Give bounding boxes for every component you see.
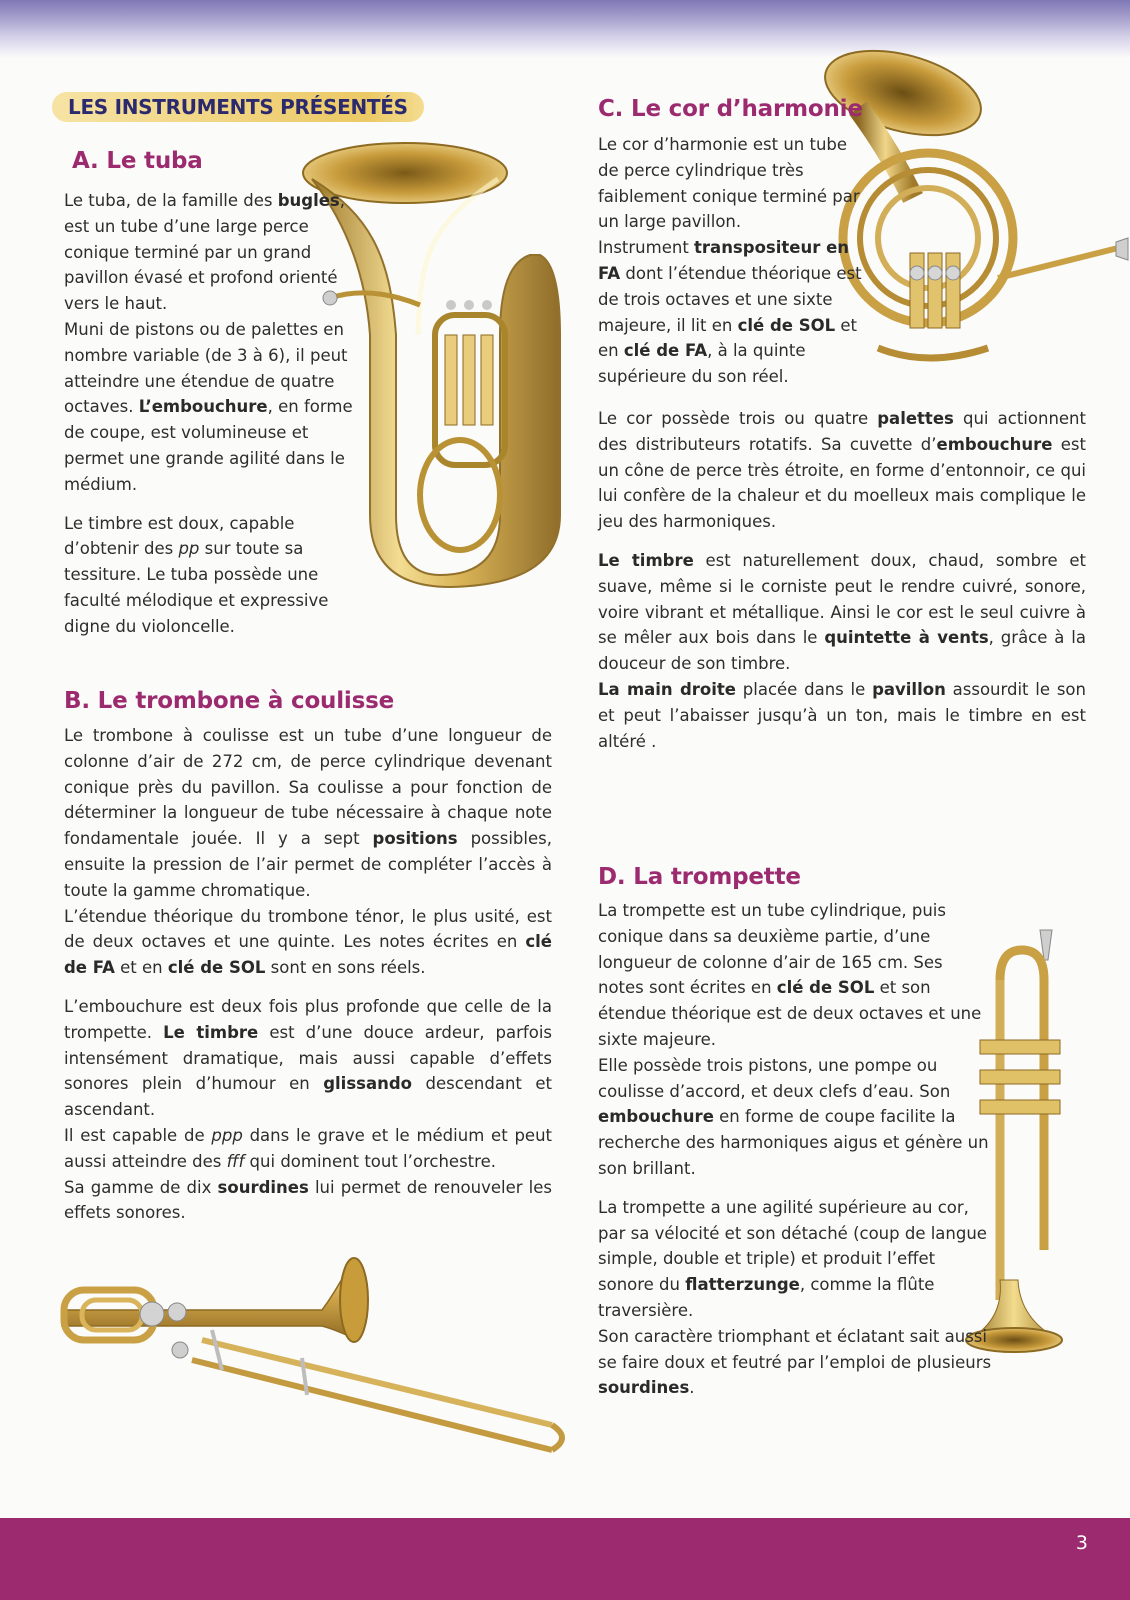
italic-term: fff [226,1151,245,1171]
bold-term: Le timbre [163,1022,259,1042]
bold-term: quintette à vents [824,628,989,648]
bold-term: glissando [323,1074,413,1094]
bold-term: flatterzunge [685,1275,800,1295]
horn-text-top [598,132,866,390]
trombone-text [64,723,552,1226]
horn-heading: C. Le cor d’harmonie [598,96,863,122]
page-number: 3 [1075,1532,1088,1554]
tuba-paragraph-2: Le timbre est doux, capable d’obtenir des pp sur toute sa tessiture. Le tuba possède une faculté mélodique et expressive digne du violoncelle. [64,513,329,636]
horn-paragraph-3: Le timbre est naturellement doux, chaud, sombre et suave, même si le corniste peut le rendre cuivré, sonore, voire vibrant et métallique. Ainsi le cor est le seul cuivre à se mêler aux bois dans le quintette à vents, grâce à la douceur de son timbre. La main droite placée dans le pavillon assourdit le son et peut l’abaisser jusqu’à un ton, mais le timbre en est altéré . [598,550,1087,751]
trombone-paragraph-2: L’embouchure est deux fois plus profonde que celle de la trompette. Le timbre est d’une douce ardeur, parfois intensément dramatique, mais aussi capable d’effets sonores plein d’humour en glissando descendant et ascendant. Il est capable de ppp dans le grave et le médium et peut aussi atteindre des fff qui dominent tout l’orchestre. Sa gamme de dix sourdines lui permet de renouveler les effets sonores. [64,996,553,1223]
tuba-text [64,188,369,640]
bold-term: embouchure [598,1107,714,1127]
bold-term: bugles [277,191,340,210]
bold-term: L’embouchure [138,397,268,417]
bold-term: pavillon [872,679,946,699]
italic-term: ppp [211,1125,243,1145]
trumpet-paragraph-2: La trompette a une agilité supérieure au cor, par sa vélocité et son détaché (coup de langue simple, double et triple) et produit l’effet sonore du flatterzunge, comme la flûte traversière. Son caractère triomphant et éclatant sait aussi se faire doux et feutré par l’emploi de plusieurs sourdines. [598,1197,992,1398]
bold-term: La main droite [598,679,736,699]
horn-paragraph-1: Le cor d’harmonie est un tube de perce cylindrique très faiblement conique terminé par un large pavillon. Instrument transpositeur en FA dont l’étendue théorique est de trois octaves et une sixte majeure, il lit en clé de SOL et en clé de FA, à la quinte supérieure du son réel. [598,135,862,387]
bold-term: palettes [877,409,954,428]
italic-term: pp [178,539,200,559]
trombone-image [52,1250,572,1500]
section-banner: LES INSTRUMENTS PRÉSENTÉS [52,92,424,122]
trombone-heading: B. Le trombone à coulisse [64,688,394,714]
horn-paragraph-2: Le cor possède trois ou quatre palettes qui actionnent des distributeurs rotatifs. Sa cuvette d’embouchure est un cône de perce très étroite, en forme d’entonnoir, ce qui lui confère de la chaleur et du moelleux mais complique le jeu des harmoniques. [598,409,1086,532]
bold-term: clé de SOL [776,978,875,998]
bold-term: sourdines [217,1177,309,1197]
trombone-paragraph-1: Le trombone à coulisse est un tube d’une longueur de colonne d’air de 272 cm, de perce cylindrique devenant conique près du pavillon. Sa coulisse a pour fonction de déterminer la longueur de tube nécessaire à chaque note fondamentale jouée. Il y a sept positions possibles, ensuite la pression de l’air permet de compléter l’accès à toute la gamme chromatique. L’étendue théorique du trombone ténor, le plus usité, est de deux octaves et une quinte. Les notes écrites en clé de FA et en clé de SOL sont en sons réels. [64,726,552,978]
bold-term: clé de SOL [737,315,836,335]
tuba-paragraph-1: Le tuba, de la famille des bugles, est un tube d’une large perce conique terminé par un grand pavillon évasé et profond orienté vers le haut. Muni de pistons ou de palettes en nombre variable (de 3 à 6), il peut atteindre une étendue de quatre octaves. L’embouchure, en forme de coupe, est volumineuse et permet une grande agilité dans le médium. [64,191,353,494]
bold-term: positions [372,829,458,849]
bold-term: clé de FA [64,932,552,978]
bold-term: clé de FA [623,341,708,361]
bold-term: clé de SOL [167,958,266,978]
bold-term: sourdines [598,1378,690,1398]
bold-term: embouchure [936,434,1053,454]
bold-term: transpositeur en FA [598,238,850,283]
tuba-heading: A. Le tuba [72,148,203,174]
bold-term: Le timbre [598,550,694,570]
trumpet-heading: D. La trompette [598,864,801,890]
horn-text-bottom [598,406,1086,754]
trumpet-text [598,898,993,1401]
trumpet-paragraph-1: La trompette est un tube cylindrique, puis conique dans sa deuxième partie, d’une longueur de colonne d’air de 165 cm. Ses notes sont écrites en clé de SOL et son étendue théorique est de deux octaves et une sixte majeure. Elle possède trois pistons, une pompe ou coulisse d’accord, et deux clefs d’eau. Son embouchure en forme de coupe facilite la recherche des harmoniques aigus et génère un son brillant. [598,901,989,1178]
footer-band [0,1518,1130,1600]
